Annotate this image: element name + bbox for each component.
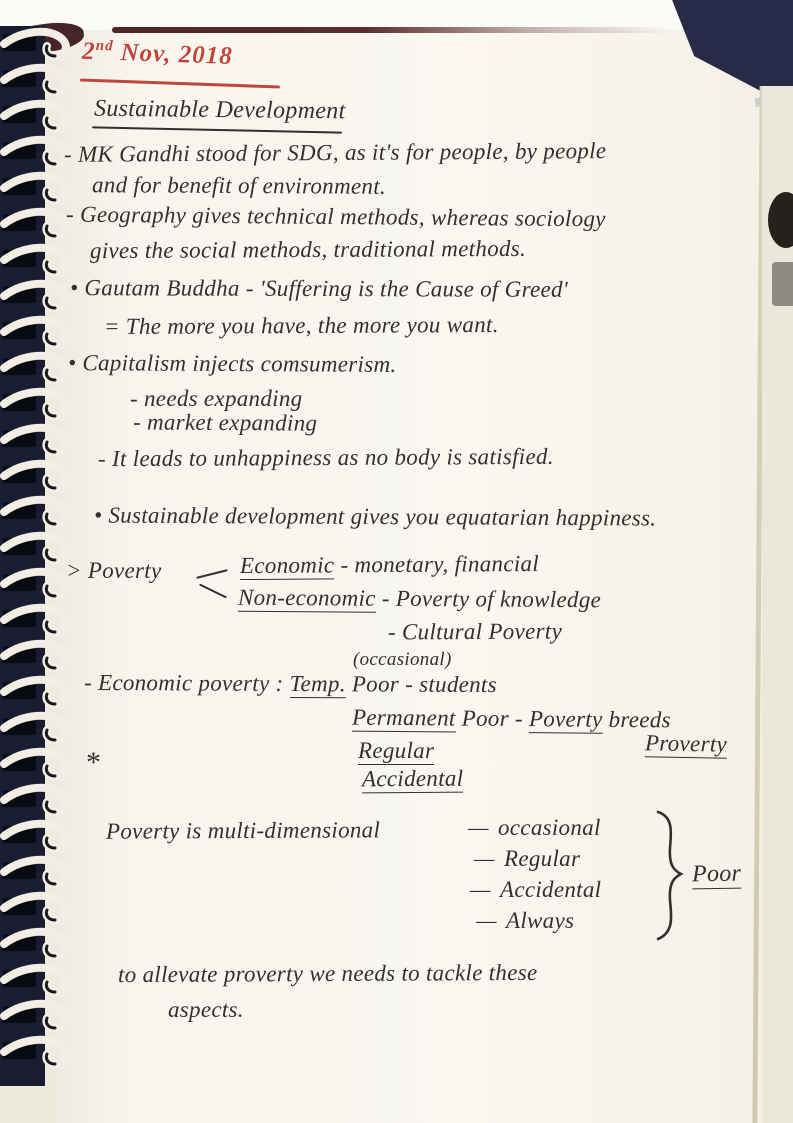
note-line-geography-1: - Geography gives technical methods, whereas sociology [65,201,606,232]
date-underline [80,79,280,89]
fork-label: Poverty [87,558,162,583]
poverty-branch-economic [240,551,539,579]
note-line-geography-2: gives the social methods, traditional methods. [89,235,527,264]
background-object [772,262,793,306]
asterisk-mark: * [86,746,102,779]
dash: — [476,908,497,933]
permanent-poor-line [352,705,671,734]
note-line-gandhi-2: and for benefit of environment. [91,172,387,199]
permanent-label: Permanent [351,704,456,731]
dash: — [468,815,489,840]
note-line-needs-expanding: - needs expanding [130,386,303,411]
poverty-branch-cultural: - Cultural Poverty [387,618,563,645]
economic-label: Economic [239,552,335,579]
note-line-sustainable: • Sustainable development gives you equatarian happiness. [93,502,657,531]
note-line-buddha-1: • Gautam Buddha - 'Suffering is the Cause of Greed' [69,275,569,302]
list-item: — Always [476,908,575,933]
date-heading [82,37,234,71]
note-line-capitalism: • Capitalism injects comsumerism. [67,350,397,377]
econ-intro: - Economic poverty : [83,669,290,696]
list-item: — Regular [474,846,581,871]
date-ordinal: nd [95,37,114,55]
dash: — [474,846,495,871]
permanent-mid: Poor - [455,705,530,732]
accidental-word: Accidental [361,765,464,792]
page-top-edge-line [112,27,672,33]
breeds-word: breeds [602,706,671,733]
closing-line-1: to allevate proverty we needs to tackle these [117,959,538,988]
list-item: — Accidental [470,877,602,902]
noneconomic-rest: - Poverty of knowledge [375,585,602,613]
poverty-fork-root [66,558,162,584]
poverty-branch-noneconomic [238,585,601,614]
page-title: Sustainable Development [93,95,346,125]
poor-result: Poor [691,860,742,888]
brace [650,808,684,944]
date-day: 2 [81,37,97,66]
regular-word: Regular [358,738,435,763]
multi-dimensional-lead: Poverty is multi-dimensional [105,817,381,844]
note-line-buddha-2: = The more you have, the more you want. [103,311,499,340]
temp-label: Temp. [289,670,346,697]
date-rest: Nov, 2018 [112,38,234,70]
closing-line-2: aspects. [168,997,244,1022]
noneconomic-label: Non-economic [237,584,376,611]
economic-poverty-line [84,670,497,698]
note-line-gandhi-1: - MK Gandhi stood for SDG, as it's for people, by people [63,138,607,167]
multi-dimensional-list [468,815,601,939]
economic-rest: - monetary, financial [334,550,540,578]
poverty-word: Poverty [528,706,603,732]
dash: — [470,877,491,902]
proverty-word: Proverty [644,730,728,757]
fork-line-upper [196,569,228,579]
fork-line-lower [199,584,227,599]
temp-rest: Poor - students [345,671,497,698]
occasional-note: (occasional) [353,649,452,670]
note-line-unhappiness: - It leads to unhappiness as no body is satisfied. [97,443,554,472]
note-line-market-expanding: - market expanding [132,409,318,436]
title-underline [92,126,342,133]
list-item: — occasional [468,815,601,840]
fork-marker: > [66,558,82,583]
